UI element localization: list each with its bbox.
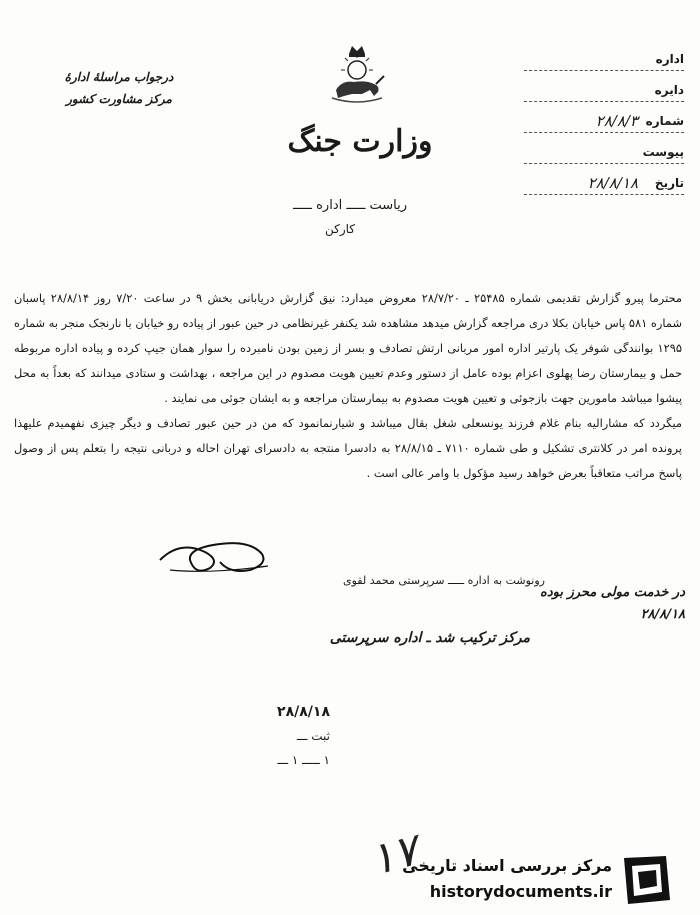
number-label: شماره <box>645 114 684 128</box>
reply-note-line: درجواب مراسلهٔ ادارهٔ <box>64 70 174 84</box>
number-row <box>524 102 684 133</box>
lion-and-sun-emblem <box>322 40 392 106</box>
body-paragraph: محترما پیرو گزارش تقدیمی شماره ۲۵۴۸۵ ـ ۲۸/۷/۲۰ معروض میدارد: نیق گزارش دریابانی بخش ۹ در ساعت ۷/۲۰ روز ۲۸/۸/۱۴ پاسبان شماره ۵۸۱ پاس خیابان بکلا دری مراجعه گزارش میدهد مشاهده شد یکنفر غیرنظامی در حین عبور از پیاده رو خیابان با نارنجک منجر به شماره ۱۲۹۵ بوانندگی شوفر یک پارتیر اداره امور مربانی ارتش تصادف و بسر از زمین بودن نامبرده را سوار همان جیپ کرده و پیاده اداره مربوطه حمل و بیمارستان رضا پهلوی اعزام بوده عامل از دستور وعدم تعیین هویت مصدوم در این مراجعه ، بهداشت و ستادی میدانند که بعداً به محل پیشوا میباشد مامورین جهت بازجوئی و تعیین هویت مصدوم به بیمارستان مراجعه و به ایشان جوئی می نمایند . <box>14 291 682 405</box>
margin-note <box>520 582 685 626</box>
margin-note-line: در خدمت مولی محرز بوده <box>540 585 685 600</box>
subject-line: کارکن <box>324 222 355 236</box>
watermark <box>402 850 678 910</box>
office-row <box>524 40 684 71</box>
reply-note <box>14 66 224 110</box>
office-label: اداره <box>655 52 684 66</box>
date-label: تاریخ <box>654 176 684 190</box>
body-paragraph: میگردد که مشارالیه بنام غلام فرزند یونسعلی شغل بقال میباشد و شیارنمانمود که من در حین عبور تصادف و دیگر چیزی نفهمیدم علیهذا پرونده امر در کلانتری تشکیل و طی شماره ۷۱۱۰ ـ ۲۸/۸/۱۵ به دادسرا منتجه به دادسرای تهران احاله و دربانی نتیجه را بتعلم پس از وصول پاسخ مراتب متعاقباً بعرض خواهد رسید مؤکول با وامر عالی است . <box>14 416 682 480</box>
attach-label: پیوست <box>642 145 684 159</box>
date-row <box>524 164 684 195</box>
filing-date: ۲۸/۸/۱۸ <box>277 704 330 720</box>
letter-meta-block <box>524 40 684 195</box>
referral-note: مرکز ترکیب شد ـ اداره سرپرستی <box>329 630 530 646</box>
reply-note-line: مرکز مشاورت کشور <box>66 92 172 106</box>
watermark-url: historydocuments.ir <box>429 882 612 901</box>
page-number: ۱۷ <box>364 824 424 886</box>
attach-row <box>524 133 684 164</box>
cc-line: رونوشت به اداره ـــــ سرپرستی محمد لقوی <box>343 574 545 587</box>
filing-line: ۱ ـــــ ۱ ـــ <box>277 753 330 767</box>
signature <box>150 530 280 580</box>
filing-stamp <box>180 700 330 772</box>
margin-note-date: ۲۸/۸/۱۸ <box>640 607 685 622</box>
number-value: ۲۸/۸/۳ <box>595 112 638 130</box>
dept-label: دایره <box>654 83 684 97</box>
watermark-org-name: مرکز بررسی اسناد تاریخی <box>402 856 612 875</box>
letter-body <box>14 286 682 486</box>
dept-row <box>524 71 684 102</box>
watermark-logo-icon <box>616 852 674 908</box>
recipient-line: ریاست ـــــ اداره ـــــ <box>292 198 408 213</box>
ministry-title: وزارت جنگ <box>287 124 433 159</box>
date-value: ۲۸/۸/۱۸ <box>587 174 638 192</box>
filing-line: ثبت ـــ <box>296 729 330 743</box>
